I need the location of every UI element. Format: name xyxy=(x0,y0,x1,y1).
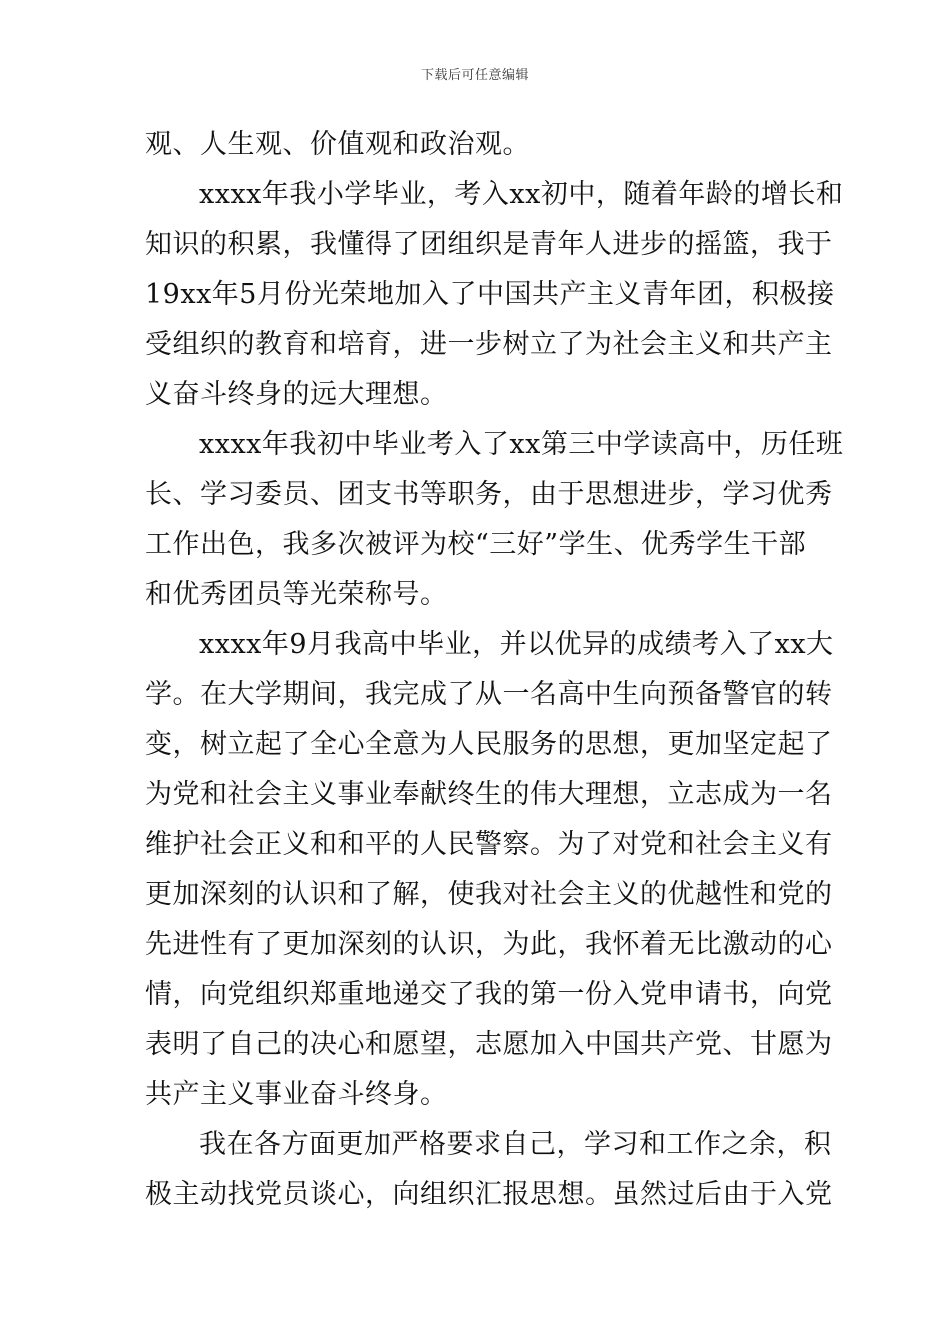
text-line: 受组织的教育和培育，进一步树立了为社会主义和共产主 xyxy=(145,329,833,360)
text-line: 共产主义事业奋斗终身。 xyxy=(145,1079,448,1110)
text-line: 极主动找党员谈心，向组织汇报思想。虽然过后由于入党 xyxy=(145,1179,833,1210)
text-line: 先进性有了更加深刻的认识，为此，我怀着无比激动的心 xyxy=(145,929,833,960)
text-line: xxxx年我小学毕业，考入xx初中，随着年龄的增长和 xyxy=(199,179,844,210)
text-line: xxxx年9月我高中毕业，并以优异的成绩考入了xx大 xyxy=(199,629,834,660)
text-line: xxxx年我初中毕业考入了xx第三中学读高中，历任班 xyxy=(199,429,844,460)
text-line: 更加深刻的认识和了解，使我对社会主义的优越性和党的 xyxy=(145,879,833,910)
text-line: 我在各方面更加严格要求自己，学习和工作之余，积 xyxy=(199,1129,832,1160)
text-line: 学。在大学期间，我完成了从一名高中生向预备警官的转 xyxy=(145,679,833,710)
text-line: 义奋斗终身的远大理想。 xyxy=(145,379,448,410)
text-line: 和优秀团员等光荣称号。 xyxy=(145,579,448,610)
text-line: 工作出色，我多次被评为校“三好”学生、优秀学生干部 xyxy=(145,529,807,560)
page-header: 下载后可任意编辑 xyxy=(420,68,529,83)
text-line: 长、学习委员、团支书等职务，由于思想进步，学习优秀 xyxy=(145,479,833,510)
text-line: 维护社会正义和和平的人民警察。为了对党和社会主义有 xyxy=(145,829,833,860)
text-line: 观、人生观、价值观和政治观。 xyxy=(145,129,530,160)
text-line: 变，树立起了全心全意为人民服务的思想，更加坚定起了 xyxy=(145,729,833,760)
text-line: 为党和社会主义事业奉献终生的伟大理想，立志成为一名 xyxy=(145,779,833,810)
text-line: 19xx年5月份光荣地加入了中国共产主义青年团，积极接 xyxy=(145,279,835,310)
text-line: 表明了自己的决心和愿望，志愿加入中国共产党、甘愿为 xyxy=(145,1029,833,1060)
document-body xyxy=(145,120,844,1220)
text-line: 知识的积累，我懂得了团组织是青年人进步的摇篮，我于 xyxy=(145,229,833,260)
text-line: 情，向党组织郑重地递交了我的第一份入党申请书，向党 xyxy=(145,979,833,1010)
